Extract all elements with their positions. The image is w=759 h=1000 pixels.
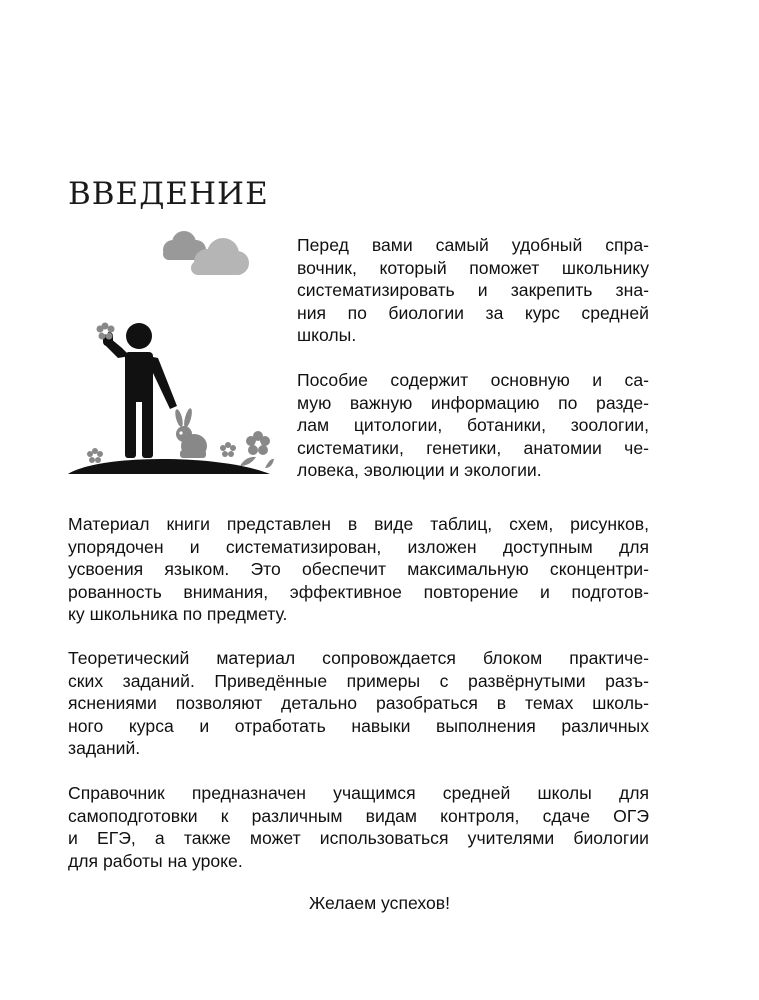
text-line: Теоретический материал сопровождается блоком практиче- [68, 648, 649, 668]
person-with-flower-and-rabbit-icon [60, 228, 285, 478]
text-line: Пособие содержит основную и са- [297, 370, 649, 390]
text-line: самоподготовки к различным видам контроля, сдаче ОГЭ [68, 805, 649, 826]
intro-paragraph-1 [297, 234, 649, 347]
text-line: систематизировать и закрепить зна- [297, 280, 649, 300]
text-line: лам цитологии, ботаники, зоологии, [297, 415, 649, 435]
text-line: Перед вами самый удобный спра- [297, 235, 649, 255]
text-line: рованность внимания, эффективное повторение и подготов- [68, 581, 649, 602]
closing-wish: Желаем успехов! [309, 893, 450, 913]
text-line: упорядочен и систематизирован, изложен доступным для [68, 536, 649, 557]
text-line: ловека, эволюции и экологии. [297, 460, 542, 480]
text-line: яснениями позволяют детально разобраться в темах школь- [68, 693, 649, 713]
text-line: мую важную информацию по разде- [297, 392, 649, 413]
text-line: ния по биологии за курс средней [297, 302, 649, 323]
flower-icon [240, 431, 274, 468]
text-line: ских заданий. Приведённые примеры с развёрнутыми разъ- [68, 670, 649, 691]
flower-icon [87, 448, 103, 463]
text-line: для работы на уроке. [68, 850, 243, 871]
text-line: Справочник предназначен учащимся средней школы для [68, 783, 649, 803]
body-paragraph-2 [68, 647, 649, 760]
text-line: ного курса и отработать навыки выполнения различных [68, 715, 649, 736]
page-title: ВВЕДЕНИЕ [68, 176, 269, 212]
body-paragraph-3 [68, 782, 649, 872]
person-icon [103, 323, 177, 458]
flower-icon [220, 442, 236, 457]
text-line: ку школьника по предмету. [68, 604, 288, 624]
text-line: усвоения языком. Это обеспечит максимальную сконцентри- [68, 559, 649, 579]
text-line: систематики, генетики, анатомии че- [297, 437, 649, 458]
body-paragraph-1 [68, 513, 649, 626]
text-line: Материал книги представлен в виде таблиц, схем, рисунков, [68, 514, 649, 534]
text-line: вочник, который поможет школьнику [297, 257, 649, 278]
text-line: и ЕГЭ, а также может использоваться учителями биологии [68, 828, 649, 848]
rabbit-icon [174, 408, 207, 458]
text-line: заданий. [68, 738, 141, 758]
intro-paragraph-2 [297, 369, 649, 482]
text-line: школы. [297, 325, 357, 345]
